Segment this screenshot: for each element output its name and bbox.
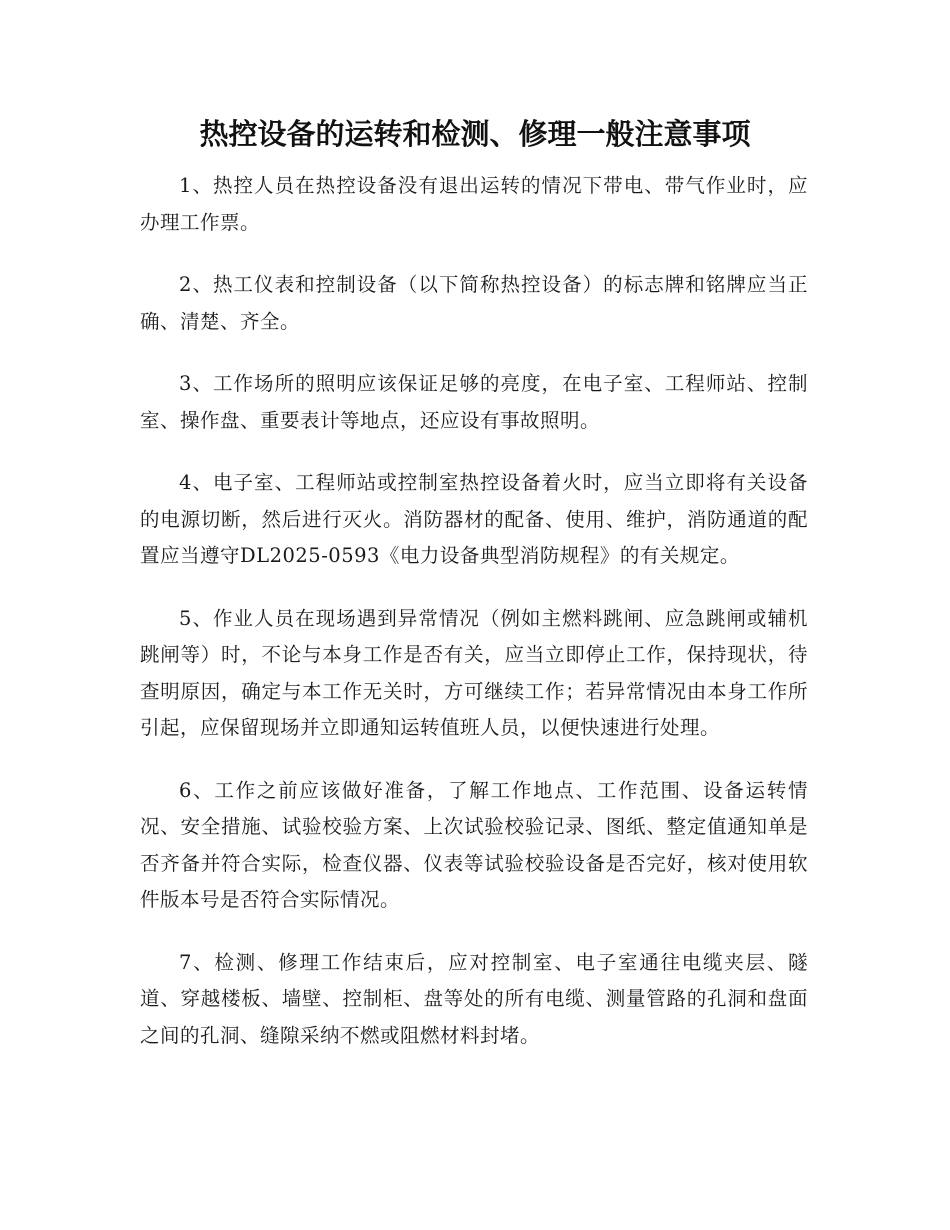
document-body — [140, 168, 808, 1080]
paragraph-7: 7、检测、修理工作结束后，应对控制室、电子室通往电缆夹层、隧道、穿越楼板、墙壁、控制柜、盘等处的所有电缆、测量管路的孔洞和盘面之间的孔洞、缝隙采纳不燃或阻燃材料封堵。 — [140, 950, 808, 1047]
paragraph-3: 3、工作场所的照明应该保证足够的亮度，在电子室、工程师站、控制室、操作盘、重要表计等地点，还应设有事故照明。 — [140, 372, 808, 432]
paragraph-5: 5、作业人员在现场遇到异常情况（例如主燃料跳闸、应急跳闸或辅机跳闸等）时，不论与本身工作是否有关，应当立即停止工作，保持现状，待查明原因，确定与本工作无关时，方可继续工作；若异常情况由本身工作所引起，应保留现场并立即通知运转值班人员，以便快速进行处理。 — [140, 606, 808, 739]
document-title: 热控设备的运转和检测、修理一般注意事项 — [199, 117, 751, 151]
paragraph-1: 1、热控人员在热控设备没有退出运转的情况下带电、带气作业时，应办理工作票。 — [140, 174, 808, 234]
paragraph-2: 2、热工仪表和控制设备（以下简称热控设备）的标志牌和铭牌应当正确、清楚、齐全。 — [140, 273, 808, 333]
paragraph-6: 6、工作之前应该做好准备，了解工作地点、工作范围、设备运转情况、安全措施、试验校验方案、上次试验校验记录、图纸、整定值通知单是否齐备并符合实际，检查仪器、仪表等试验校验设备是否完好，核对使用软件版本号是否符合实际情况。 — [140, 778, 808, 911]
paragraph-4: 4、电子室、工程师站或控制室热控设备着火时，应当立即将有关设备的电源切断，然后进行灭火。消防器材的配备、使用、维护，消防通道的配置应当遵守DL2025-0593《电力设备典型消防规程》的有关规定。 — [140, 471, 808, 567]
